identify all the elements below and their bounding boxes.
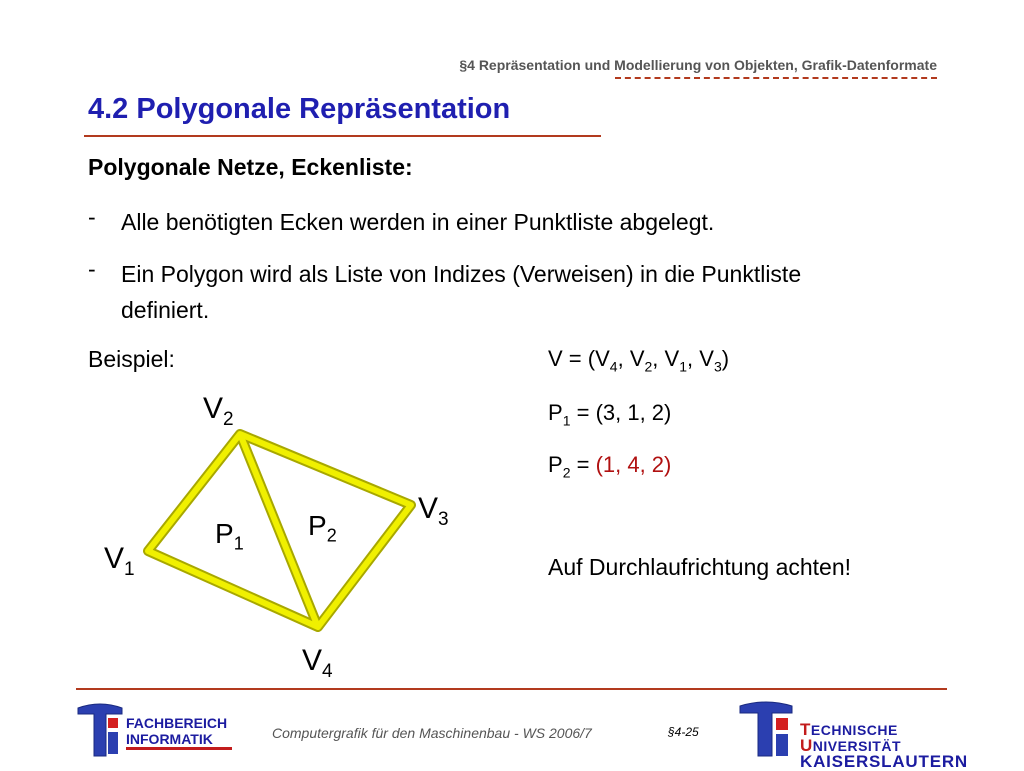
polygon-indices: (3, 1, 2) <box>595 400 672 425</box>
vertex-name: V <box>302 644 323 677</box>
vertex-label-v3 <box>418 492 449 531</box>
direction-note: Auf Durchlaufrichtung achten! <box>548 554 852 580</box>
vertex-name: V <box>104 542 125 575</box>
vertex-ref-index: 1 <box>679 358 688 375</box>
face-index: 1 <box>233 533 244 554</box>
polygon-indices-highlighted: (1, 4, 2) <box>595 452 672 477</box>
face-name: P <box>215 518 234 549</box>
vertex-index: 1 <box>124 559 135 580</box>
tu-line-2: KAISERSLAUTERN <box>800 752 968 771</box>
vertex-ref: V <box>664 346 680 371</box>
tu-line-1 <box>800 722 968 754</box>
vertex-index: 3 <box>438 509 449 530</box>
section-header: §4 Repräsentation und Modellierung von Objekten, Grafik-Datenformate <box>459 57 937 73</box>
vertex-label-v4 <box>302 644 333 683</box>
bullet-dash: - <box>88 204 96 230</box>
bullet-dash: - <box>88 256 96 282</box>
polygon-symbol: P <box>548 452 563 477</box>
tu-logo-icon <box>738 700 796 758</box>
example-label: Beispiel: <box>88 346 175 372</box>
vertex-index: 4 <box>322 661 333 682</box>
vertex-list-symbol: V <box>548 346 563 371</box>
face-label-p1 <box>215 518 244 555</box>
fachbereich-logo-text <box>126 715 236 749</box>
vertex-ref-index: 3 <box>713 358 722 375</box>
logo-line-2: INFORMATIK <box>126 731 232 750</box>
course-footer: Computergrafik für den Maschinenbau - WS 2006/7 <box>272 725 592 741</box>
subheading: Polygonale Netze, Eckenliste: <box>88 154 413 180</box>
page-number: §4-25 <box>668 725 699 739</box>
vertex-ref: V <box>699 346 714 371</box>
vertex-ref-index: 2 <box>644 358 653 375</box>
fachbereich-logo-icon <box>76 700 124 758</box>
vertex-label-v2 <box>203 392 234 431</box>
tu-word: NIVERSITÄT <box>812 738 902 754</box>
tu-word: ECHNISCHE <box>810 722 898 738</box>
footer-divider <box>76 688 947 690</box>
vertex-ref: V <box>595 346 610 371</box>
face-index: 2 <box>326 525 337 546</box>
polygon-2-equation: $P_2 = (1$, 4, 2) <box>548 452 672 481</box>
tu-cap: T <box>800 720 811 739</box>
polygon-index: 1 <box>562 412 571 429</box>
face-name: P <box>308 510 327 541</box>
vertex-name: V <box>203 392 224 425</box>
polygon-index: 2 <box>562 464 571 481</box>
vertex-ref: V <box>629 346 645 371</box>
bullet-text: Alle benötigten Ecken werden in einer Punktliste abgelegt. <box>121 209 715 235</box>
logo-line-1: FACHBEREICH <box>126 715 228 731</box>
vertex-ref-index: 4 <box>609 358 618 375</box>
tu-logo-text <box>800 722 968 770</box>
bullet-text: Ein Polygon wird als Liste von Indizes (Verweisen) in die Punktliste definiert. <box>121 261 802 323</box>
vertex-index: 2 <box>223 409 234 430</box>
tu-kaiserslautern-logo <box>738 700 968 771</box>
face-label-p2 <box>308 510 337 547</box>
polygon-1-equation: $P_1 = (3$, 1, 2) <box>548 400 672 429</box>
polygon-symbol: P <box>548 400 563 425</box>
vertex-label-v1 <box>104 542 135 581</box>
fachbereich-informatik-logo <box>76 700 236 758</box>
slide-title: 4.2 Polygonale Repräsentation <box>88 93 511 125</box>
vertex-list-equation: $V = (V_4$, $V_2$, $V_1$, $V_3$) <box>548 346 730 375</box>
vertex-name: V <box>418 492 439 525</box>
tu-cap: U <box>800 736 813 755</box>
